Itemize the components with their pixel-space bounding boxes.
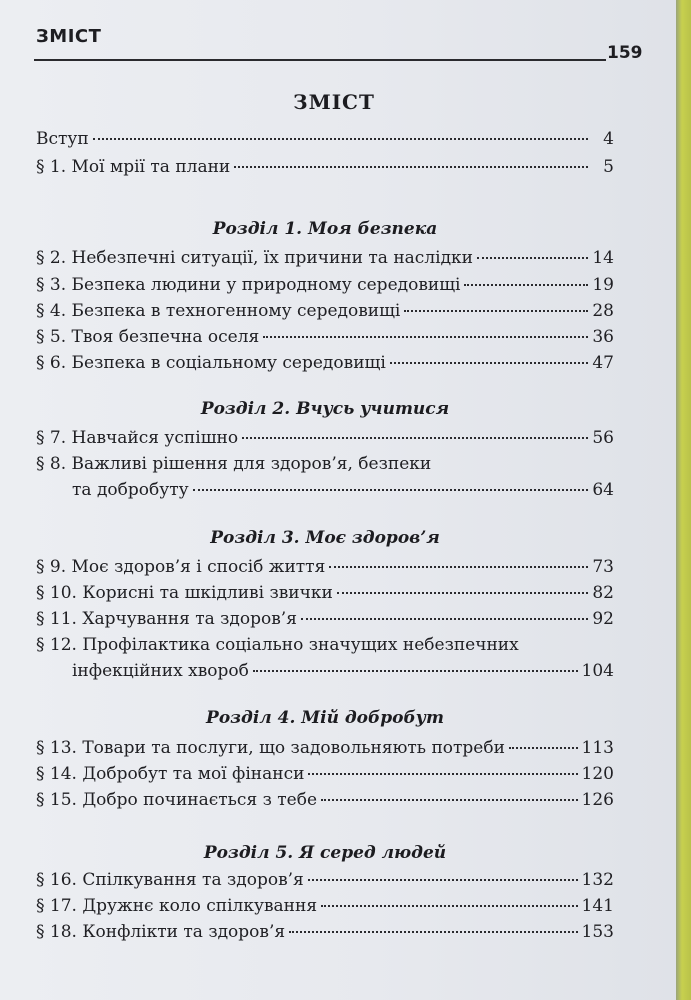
dot-leader bbox=[509, 747, 578, 749]
dot-leader bbox=[234, 166, 588, 168]
dot-leader bbox=[93, 138, 588, 140]
dot-leader bbox=[253, 670, 578, 672]
dot-leader bbox=[321, 905, 577, 907]
toc-entry bbox=[36, 275, 614, 299]
dot-leader bbox=[242, 437, 588, 439]
toc-entry-label: § 15. Добро починається з тебе bbox=[36, 790, 318, 810]
dot-leader bbox=[263, 336, 588, 338]
dot-leader bbox=[464, 284, 588, 286]
toc-entry-page: 141 bbox=[581, 896, 614, 916]
dot-leader bbox=[390, 362, 588, 364]
toc-entry-label: § 4. Безпека в техногенному середовищі bbox=[36, 301, 401, 321]
toc-entry-page: 28 bbox=[592, 301, 614, 321]
toc-entry-page: 113 bbox=[581, 738, 614, 758]
toc-entry-label: § 5. Твоя безпечна оселя bbox=[36, 327, 260, 347]
toc-entry-page: 120 bbox=[581, 764, 614, 784]
toc-entry-label: § 18. Конфлікти та здоров’я bbox=[36, 922, 286, 942]
toc-entry-label: § 9. Моє здоров’я і спосіб життя bbox=[36, 557, 326, 577]
toc-entry-first-line bbox=[36, 635, 614, 659]
toc-entry bbox=[36, 790, 614, 814]
dot-leader bbox=[404, 310, 588, 312]
toc-entry-label: § 10. Корисні та шкідливі звички bbox=[36, 583, 333, 603]
toc-entry-page: 82 bbox=[592, 583, 614, 603]
toc-entry bbox=[36, 129, 614, 153]
dot-leader bbox=[308, 773, 577, 775]
toc-entry bbox=[36, 870, 614, 894]
dot-leader bbox=[308, 879, 578, 881]
toc-entry-page: 126 bbox=[581, 790, 614, 810]
dot-leader bbox=[321, 799, 578, 801]
toc-entry-label: § 16. Спілкування та здоров’я bbox=[36, 870, 304, 890]
toc-entry-page: 4 bbox=[603, 129, 614, 149]
toc-entry bbox=[36, 583, 614, 607]
toc-entry-label-continued: інфекційних хвороб bbox=[72, 661, 249, 681]
toc-entry-label-continued: та добробуту bbox=[72, 480, 189, 500]
toc-entry bbox=[36, 327, 614, 351]
toc-entry-label: § 11. Харчування та здоров’я bbox=[36, 609, 297, 629]
header-rule bbox=[34, 59, 606, 61]
toc-entry-label: § 1. Мої мрії та плани bbox=[36, 157, 231, 177]
toc-entry bbox=[36, 609, 614, 633]
toc-entry bbox=[36, 353, 614, 377]
toc-entry bbox=[36, 301, 614, 325]
dot-leader bbox=[329, 566, 588, 568]
toc-entry-label: § 17. Дружнє коло спілкування bbox=[36, 896, 318, 916]
toc-entry bbox=[36, 248, 614, 272]
toc-entry-page: 14 bbox=[592, 248, 614, 268]
section-title: Розділ 3. Моє здоров’я bbox=[210, 528, 440, 548]
book-edge bbox=[676, 0, 691, 1000]
toc-entry-page: 19 bbox=[592, 275, 614, 295]
dot-leader bbox=[337, 592, 588, 594]
toc-entry bbox=[36, 428, 614, 452]
toc-entry-label: § 7. Навчайся успішно bbox=[36, 428, 239, 448]
toc-entry-page: 73 bbox=[592, 557, 614, 577]
toc-entry-page: 104 bbox=[581, 661, 614, 681]
toc-entry-page: 64 bbox=[592, 480, 614, 500]
toc-entry bbox=[36, 896, 614, 920]
toc-entry bbox=[36, 764, 614, 788]
toc-entry-label: § 6. Безпека в соціальному середовищі bbox=[36, 353, 386, 373]
toc-entry-label: § 12. Профілактика соціально значущих небезпечних bbox=[36, 635, 519, 655]
toc-entry-continuation bbox=[36, 661, 614, 685]
toc-entry-page: 36 bbox=[592, 327, 614, 347]
toc-entry bbox=[36, 922, 614, 946]
toc-entry-first-line bbox=[36, 454, 614, 478]
toc-entry-label: § 13. Товари та послуги, що задовольняють потреби bbox=[36, 738, 505, 758]
dot-leader bbox=[301, 618, 588, 620]
toc-entry-label: § 8. Важливі рішення для здоров’я, безпеки bbox=[36, 454, 432, 474]
toc-entry-label: Вступ bbox=[36, 129, 89, 149]
toc-entry bbox=[36, 157, 614, 181]
toc-entry bbox=[36, 738, 614, 762]
dot-leader bbox=[193, 489, 588, 491]
toc-entry-label: § 14. Добробут та мої фінанси bbox=[36, 764, 305, 784]
toc-entry-page: 56 bbox=[592, 428, 614, 448]
section-title: Розділ 4. Мій добробут bbox=[206, 708, 444, 728]
toc-entry-page: 5 bbox=[603, 157, 614, 177]
toc-entry-page: 92 bbox=[592, 609, 614, 629]
section-title: Розділ 2. Вчусь учитися bbox=[200, 399, 450, 419]
toc-entry-page: 47 bbox=[592, 353, 614, 373]
toc-entry-label: § 3. Безпека людини у природному середовищі bbox=[36, 275, 461, 295]
section-title: Розділ 1. Моя безпека bbox=[212, 219, 438, 239]
toc-entry-page: 132 bbox=[581, 870, 614, 890]
section-title: Розділ 5. Я серед людей bbox=[203, 843, 447, 863]
page-title: ЗМІСТ bbox=[293, 90, 375, 114]
running-title: ЗМІСТ bbox=[36, 26, 102, 47]
toc-entry-continuation bbox=[36, 480, 614, 504]
toc-entry-page: 153 bbox=[581, 922, 614, 942]
toc-entry bbox=[36, 557, 614, 581]
dot-leader bbox=[289, 931, 577, 933]
toc-entry-label: § 2. Небезпечні ситуації, їх причини та наслідки bbox=[36, 248, 473, 268]
page-number: 159 bbox=[607, 43, 643, 63]
dot-leader bbox=[477, 257, 588, 259]
